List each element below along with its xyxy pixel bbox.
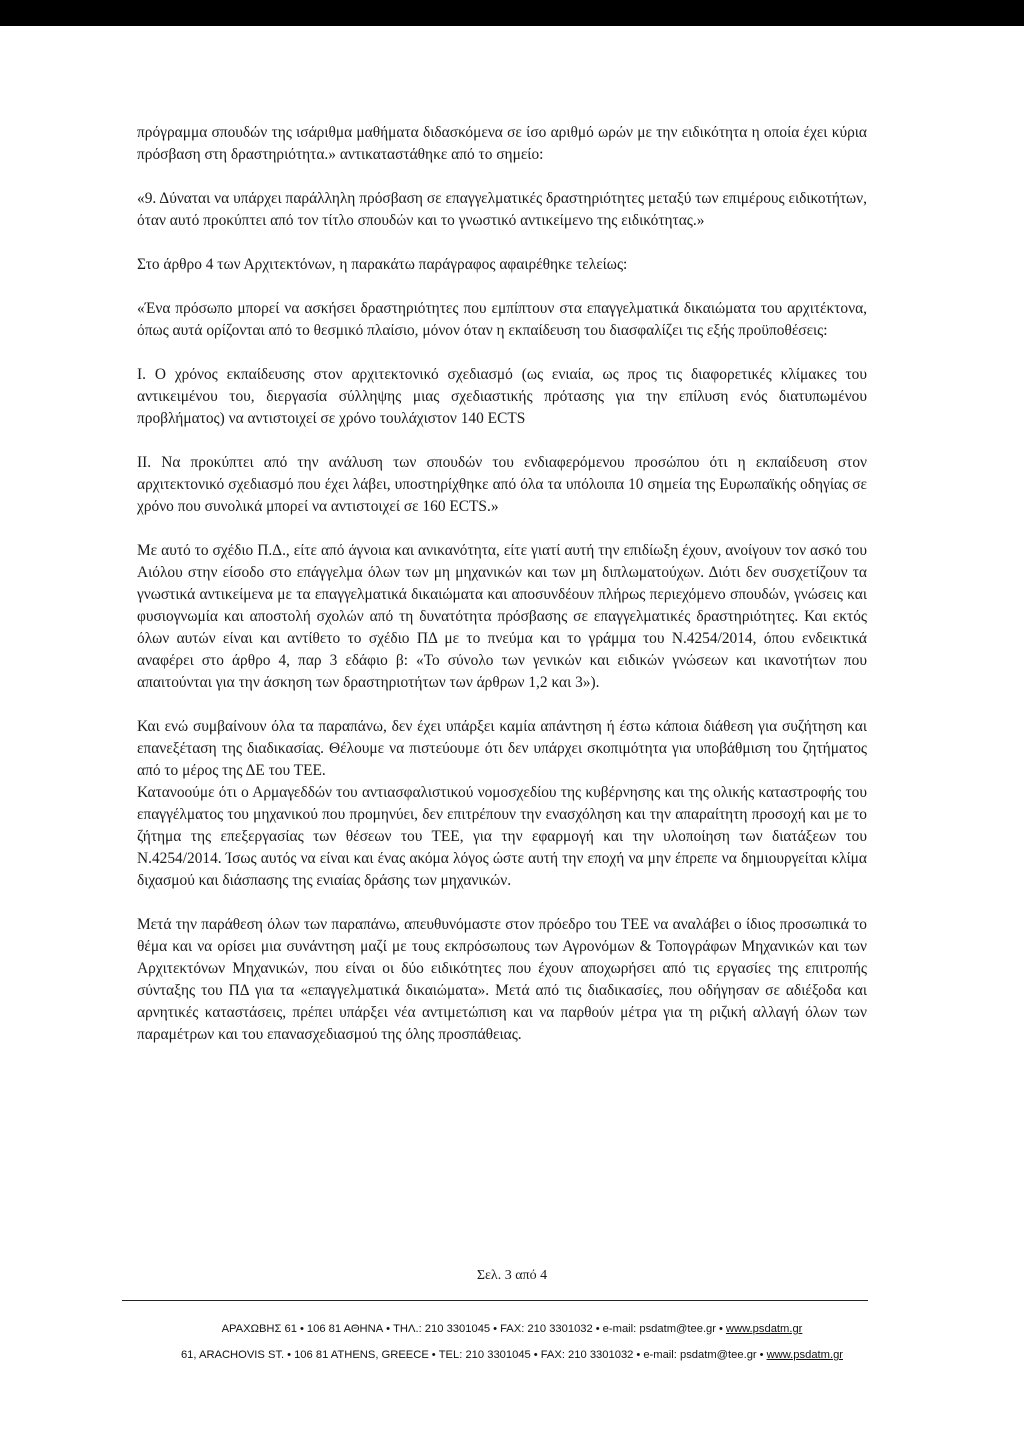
footer-english-address: 61, ARACHOVIS ST. bbox=[180, 1349, 285, 1361]
bullet-icon: • bbox=[636, 1349, 641, 1361]
bullet-icon: • bbox=[533, 1349, 538, 1361]
footer-english-fax: FAX: 210 3301032 bbox=[540, 1349, 634, 1361]
footer-english-city: 106 81 ATHENS, GREECE bbox=[294, 1349, 429, 1361]
footer-greek-contact bbox=[0, 1323, 1024, 1335]
bullet-icon: • bbox=[299, 1323, 304, 1335]
paragraph-7: Με αυτό το σχέδιο Π.Δ., είτε από άγνοια και ανικανότητα, είτε γιατί αυτή την επιδίωξη έχουν, ανοίγουν τον ασκό του Αιόλου στην είσοδο στο επάγγελμα όλων των μη μηχανικών και των μη διπλωματούχων. Διότι δεν συσχετίζουν τα γνωστικά αντικείμενα με τα επαγγελματικά δικαιώματα και αποσυνδέουν πλήρως περιεχόμενο σπουδών, γνώσεις και φυσιογνωμία και αποστολή σχολών από τη δυνατότητα πρόσβασης σε επαγγελματικές δραστηριότητες. Και εκτός όλων αυτών είναι και αντίθετο το σχέδιο ΠΔ με το πνεύμα και το γράμμα του Ν.4254/2014, όπου ενδεικτικά αναφέρει στο άρθρο 4, παρ 3 εδάφιο β: «Το σύνολο των γενικών και ειδικών γνώσεων και ικανοτήτων που απαιτούνται για την άσκηση των δραστηριοτήτων των άρθρων 1,2 και 3»). bbox=[137, 542, 867, 691]
paragraph-2: «9. Δύναται να υπάρχει παράλληλη πρόσβαση σε επαγγελματικές δραστηριότητες μεταξύ των επιμέρους ειδικοτήτων, όταν αυτό προκύπτει από τον τίτλο σπουδών και το γνωστικό αντικείμενο της ειδικότητας.» bbox=[137, 190, 867, 229]
top-black-border bbox=[0, 0, 1024, 26]
paragraph-6: II. Να προκύπτει από την ανάλυση των σπουδών του ενδιαφερόμενου προσώπου ότι η εκπαίδευση στον αρχιτεκτονικό σχεδιασμό που έχει λάβει, υποστηρίχθηκε από όλα τα υπόλοιπα 10 σημεία της Ευρωπαϊκής οδηγίας σε χρόνο που συνολικά μπορεί να αντιστοιχεί σε 160 ECTS.» bbox=[137, 454, 867, 515]
paragraph-8: Και ενώ συμβαίνουν όλα τα παραπάνω, δεν έχει υπάρξει καμία απάντηση ή έστω κάποια διάθεση για συζήτηση και επανεξέταση της διαδικασίας. Θέλουμε να πιστεύουμε ότι δεν υπάρχει σκοπιμότητα για υποβάθμιση του ζητήματος από το μέρος της ΔΕ του ΤΕΕ. bbox=[137, 718, 867, 779]
footer-greek-address: ΑΡΑΧΩΒΗΣ 61 bbox=[221, 1323, 297, 1335]
paragraph-4: «Ένα πρόσωπο μπορεί να ασκήσει δραστηριότητες που εμπίπτουν στα επαγγελματικά δικαιώματα του αρχιτέκτονα, όπως αυτά ορίζονται από το θεσμικό πλαίσιο, μόνον όταν η εκπαίδευση του διασφαλίζει τις εξής προϋποθέσεις: bbox=[137, 300, 867, 339]
paragraph-3: Στο άρθρο 4 των Αρχιτεκτόνων, η παρακάτω παράγραφος αφαιρέθηκε τελείως: bbox=[137, 256, 628, 273]
bullet-icon: • bbox=[595, 1323, 600, 1335]
footer-greek-fax: FAX: 210 3301032 bbox=[500, 1323, 593, 1335]
paragraph-10: Μετά την παράθεση όλων των παραπάνω, απευθυνόμαστε στον πρόεδρο του ΤΕΕ να αναλάβει ο ίδιος προσωπικά το θέμα και να ορίσει μια συνάντηση μαζί με τους εκπρόσωπους των Αγρονόμων & Τοπογράφων Μηχανικών και των Αρχιτεκτόνων Μηχανικών, που είναι οι δύο ειδικότητες που έχουν αποχωρήσει από τις εργασίες της επιτροπής σύνταξης του ΠΔ για τα «επαγγελματικά δικαιώματα». Μετά από τις διαδικασίες, που οδήγησαν σε αδιέξοδα και αρνητικές καταστάσεις, πρέπει υπάρξει νέα αντιμετώπιση και να παρθούν μέτρα για τη ριζική αλλαγή όλων των παραμέτρων και του επανασχεδιασμού της όλης προσπάθειας. bbox=[137, 916, 867, 1043]
footer-english-email: e-mail: psdatm@tee.gr bbox=[643, 1349, 757, 1361]
footer-greek-website-link[interactable]: www.psdatm.gr bbox=[725, 1323, 803, 1335]
footer-english-phone: TEL: 210 3301045 bbox=[438, 1349, 531, 1361]
bullet-icon: • bbox=[431, 1349, 436, 1361]
footer-english-website-link[interactable]: www.psdatm.gr bbox=[766, 1349, 844, 1361]
footer-divider bbox=[122, 1300, 868, 1301]
footer-greek-phone: ΤΗΛ.: 210 3301045 bbox=[393, 1323, 491, 1335]
footer-greek-city: 106 81 ΑΘΗΝΑ bbox=[306, 1323, 384, 1335]
paragraph-5: I. Ο χρόνος εκπαίδευσης στον αρχιτεκτονικό σχεδιασμό (ως ενιαία, ως προς τις διαφορετικές κλίμακες του αντικειμένου του, διεργασία σύλληψης μιας σχεδιαστικής πρότασης για την επίλυση ενός διατυπωμένου προβλήματος) να αντιστοιχεί σε χρόνο τουλάχιστον 140 ECTS bbox=[137, 366, 867, 427]
paragraph-9: Κατανοούμε ότι ο Αρμαγεδδών του αντιασφαλιστικού νομοσχεδίου της κυβέρνησης και της ολικής καταστροφής του επαγγέλματος του μηχανικού που προμηνύει, δεν επιτρέπουν την ενασχόληση και την απαραίτητη προσοχή και με το ζήτημα της επεξεργασίας των θέσεων του ΤΕΕ, για την εφαρμογή και την υλοποίηση των διατάξεων του Ν.4254/2014. Ίσως αυτός να είναι και ένας ακόμα λόγος ώστε αυτή την εποχή να μην έπρεπε να δημιουργείται κλίμα διχασμού και διάσπασης της ενιαίας δράσης των μηχανικών. bbox=[137, 784, 867, 889]
bullet-icon: • bbox=[493, 1323, 498, 1335]
paragraph-1: πρόγραμμα σπουδών της ισάριθμα μαθήματα διδασκόμενα σε ίσο αριθμό ωρών με την ειδικότητα η οποία έχει κύρια πρόσβαση στη δραστηριότητα.» αντικαταστάθηκε από το σημείο: bbox=[137, 124, 867, 163]
page-number: Σελ. 3 από 4 bbox=[476, 1268, 548, 1283]
bullet-icon: • bbox=[759, 1349, 764, 1361]
footer-english-contact bbox=[0, 1349, 1024, 1361]
bullet-icon: • bbox=[287, 1349, 292, 1361]
bullet-icon: • bbox=[386, 1323, 391, 1335]
footer-greek-email: e-mail: psdatm@tee.gr bbox=[602, 1323, 716, 1335]
document-body bbox=[137, 122, 867, 1046]
bullet-icon: • bbox=[719, 1323, 723, 1335]
